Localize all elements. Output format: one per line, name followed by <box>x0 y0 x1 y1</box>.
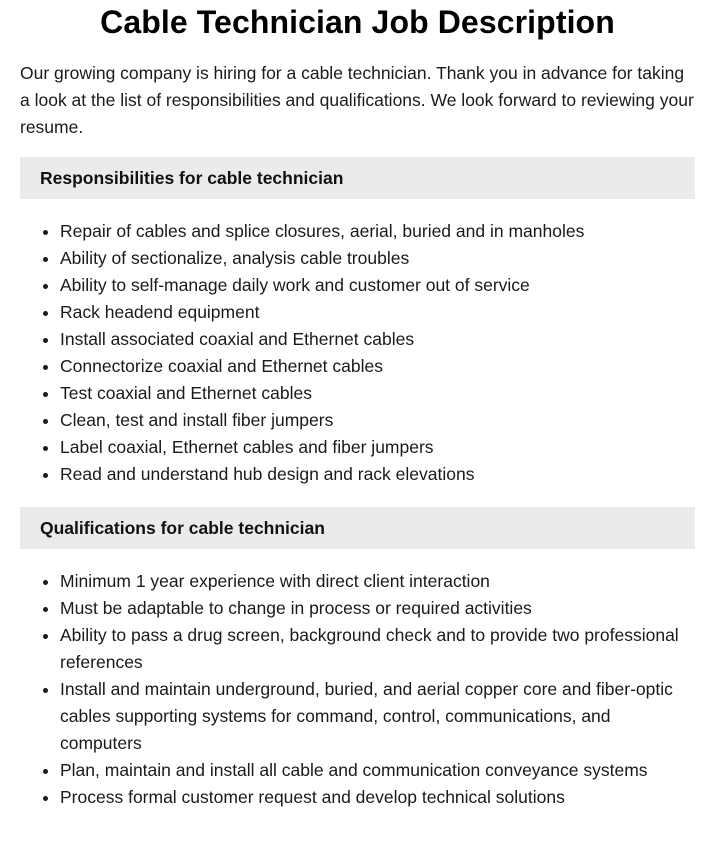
qualification-item: • Ability to pass a drug screen, background check and to provide two professional references <box>60 622 695 676</box>
responsibility-item: • Ability to self-manage daily work and customer out of service <box>60 272 695 299</box>
responsibility-item: • Rack headend equipment <box>60 299 695 326</box>
page-title: Cable Technician Job Description <box>100 4 615 40</box>
responsibility-item: • Ability of sectionalize, analysis cable troubles <box>60 245 695 272</box>
responsibility-item: • Read and understand hub design and rack elevations <box>60 461 695 488</box>
qualification-item: • Install and maintain underground, buried, and aerial copper core and fiber-optic cables supporting systems for command, control, communications, and computers <box>60 676 695 757</box>
intro-paragraph: Our growing company is hiring for a cable technician. Thank you in advance for taking a look at the list of responsibilities and qualifications. We look forward to reviewing your resume. <box>20 63 694 137</box>
qualification-item: • Minimum 1 year experience with direct client interaction <box>60 568 695 595</box>
qualification-item: • Must be adaptable to change in process or required activities <box>60 595 695 622</box>
qualification-item: • Process formal customer request and develop technical solutions <box>60 784 695 811</box>
qualifications-list <box>20 568 695 811</box>
responsibility-item: • Test coaxial and Ethernet cables <box>60 380 695 407</box>
responsibility-item: • Label coaxial, Ethernet cables and fiber jumpers <box>60 434 695 461</box>
responsibilities-heading: Responsibilities for cable technician <box>20 157 695 199</box>
responsibility-item: • Repair of cables and splice closures, aerial, buried and in manholes <box>60 218 695 245</box>
responsibility-item: • Clean, test and install fiber jumpers <box>60 407 695 434</box>
responsibility-item: • Install associated coaxial and Ethernet cables <box>60 326 695 353</box>
qualification-item: • Plan, maintain and install all cable and communication conveyance systems <box>60 757 695 784</box>
responsibilities-list <box>20 218 695 488</box>
responsibility-item: • Connectorize coaxial and Ethernet cables <box>60 353 695 380</box>
qualifications-heading: Qualifications for cable technician <box>20 507 695 549</box>
